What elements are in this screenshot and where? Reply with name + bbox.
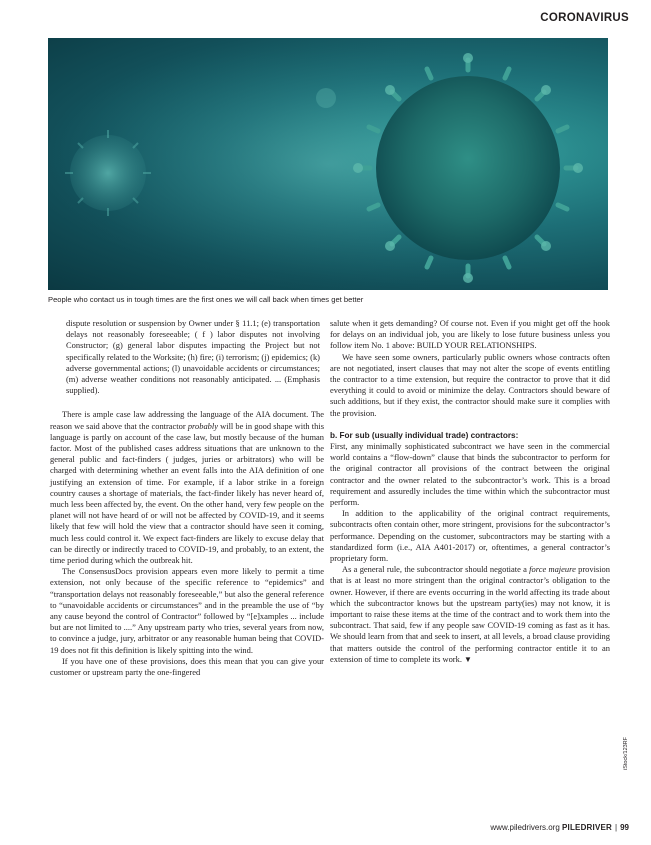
subheading: b. For sub (usually individual trade) contractors:	[330, 430, 519, 440]
paragraph: We have seen some owners, particularly public owners whose contracts often are not negotiated, insert clauses that may not alter the scope of events entitling the contractor to a time extension, but require the contractor to prove that it did everything it could to avoid or minimize the delay. Contractors should beware of such additions, but if they exist, the contractor should make sure it complies with the provision.	[330, 351, 610, 418]
paragraph: First, any minimally sophisticated subcontract we have seen in the commercial world contains a “flow-down” clause that binds the subcontractor to perform for the original contractor all provisions of the contract between the original contractor and the owner related to the subcontractor’s work. This is a broad requirement and assuredly includes the time within which the subcontractor must perform.	[330, 441, 610, 508]
footer-separator: |	[615, 823, 618, 832]
page-number: 99	[620, 823, 629, 832]
image-caption: People who contact us in tough times are the first ones we will call back when times get better	[48, 295, 364, 304]
magazine-name: PILEDRIVER	[562, 823, 613, 832]
paragraph: If you have one of these provisions, does this mean that you can give your customer or upstream party the one-fingered	[50, 655, 324, 678]
paragraph: As a general rule, the subcontractor should negotiate a force majeure provision that is at least no more stringent than the original contractor’s obligation to the owner. However, if there are events occurring in the world affecting its trade about which the subcontractor knows but the upstream party(ies) may not know, it is important to raise these items at the time of the contract and to work them into the subcontract. That said, few if any people saw COVID-19 coming as fast as it has. We should learn from that and seek to insert, at all levels, a broad clause providing that matters outside the control of the performing contractor entitle it to an extension of time to complete its work. ▼	[330, 564, 610, 664]
website-link[interactable]: www.piledrivers.org	[490, 823, 560, 832]
paragraph: In addition to the applicability of the original contract requirements, subcontracts often contain other, more stringent, provisions for the subcontractor’s performance. Depending on the customer, subcontractors may be starting with a standardized form (i.e., AIA A401-2017) or, oftentimes, a general contractor’s proprietary form.	[330, 508, 610, 564]
article-column-right	[330, 318, 610, 665]
paragraph: There is ample case law addressing the language of the AIA document. The reason we said above that the contractor probably will be in good shape with this language is partly on account of the case law, but mostly because of the human factor. Most of the published cases address situations that are unknown to the general public and fact-finders ( judges, juries or arbitrators) who will be charged with determining whether an event falls into the AIA definition of one justifying an extension of time. For example, if a labor strike in a foreign country causes a shortage of materials, the fact-finder likely has never heard of, much less been affected by, the event. On the other hand, very few people on the planet will not have heard of or will not be affected by COVID-19, and it seems likely that few will hold the view that a contractor should have seen it coming, much less could control it. We expect fact-finders are likely to excuse delay that can be directly or indirectly traced to COVID-19, and probably, to an extent, the time period during which the outbreak hit.	[50, 409, 324, 566]
coronavirus-illustration	[48, 38, 608, 290]
paragraph: The ConsensusDocs provision appears even more likely to permit a time extension, not only because of the specific reference to “epidemics” and “transportation delays not reasonably foreseeable,” but also the general reference to “unavoidable accidents or circumstances” and in the preamble the use of “by any cause beyond the control of Contractor” followed by “[e]xamples ... include but are not limited to ....” Any upstream party who tries, several years from now, to convince a judge, jury, arbitrator or any reasonable human being that COVID-19 does not fit this definition is likely spitting into the wind.	[50, 566, 324, 655]
large-virus-particle	[376, 76, 560, 260]
paragraph: salute when it gets demanding? Of course not. Even if you might get off the hook for delays on an individual job, you are likely to lose future business unless you follow item No. 1 above: BUILD YOUR RELATIONSHIPS.	[330, 318, 610, 351]
tiny-virus-particle	[316, 88, 336, 108]
page-footer	[490, 823, 629, 832]
section-label: CORONAVIRUS	[540, 12, 629, 24]
photo-credit: iStock/123RF	[623, 736, 629, 770]
article-column-left	[50, 318, 324, 678]
contract-clause-quote: dispute resolution or suspension by Owner under § 11.1; (e) transportation delays not reasonably foreseeable; ( f ) labor disputes not involving Constructor; (g) general labor disputes impacting the Project but not specifically related to the Worksite; (h) fire; (i) terrorism; (j) epidemics; (k) adverse governmental actions; (l) unavoidable accidents or circumstances; (m) adverse weather conditions not reasonably anticipated. ... (Emphasis supplied).	[66, 318, 320, 396]
end-of-article-mark: ▼	[464, 654, 472, 664]
hero-image	[48, 38, 608, 290]
